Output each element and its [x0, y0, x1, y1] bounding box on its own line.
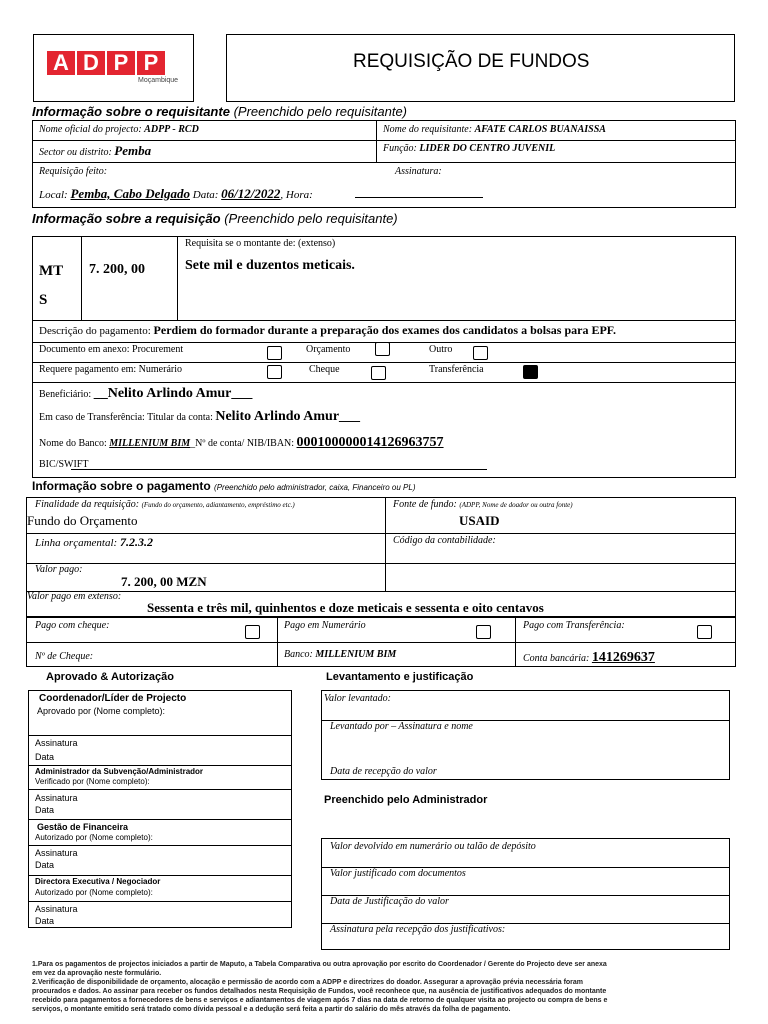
paid-account-field: Conta bancária: 141269637 [523, 650, 655, 665]
outro-checkbox[interactable] [473, 346, 488, 360]
title-box [226, 34, 735, 102]
paid-words-value: Sessenta e três mil, quinhentos e doze meticais e sessenta e oito centavos [147, 600, 544, 615]
transfer-paid-label: Pago com Transferência: [523, 620, 625, 631]
paid-value: 7. 200, 00 MZN [121, 574, 207, 589]
request-made-label: Requisição feito: [39, 166, 108, 177]
holder-field: Em caso de Transferência: Titular da conta: Nelito Arlindo Amur___ [39, 409, 361, 424]
sig2-label: Assinatura [35, 793, 78, 803]
sig1-label: Assinatura [35, 738, 78, 748]
request-table [32, 236, 736, 478]
date2-label: Data [35, 805, 55, 815]
fin-title: Gestão de Financeira [37, 822, 129, 832]
transfer-checkbox[interactable] [523, 365, 538, 379]
payment-heading: Informação sobre o pagamento (Preenchido pelo administrador, caixa, Financeiro ou PL) [32, 479, 416, 493]
footnote-2c: recebido para pagamentos a fornecedores de bens e serviços e adiantamentos de viagem após 7 dias na data de retorno de qualquer visita ao projecto ou compra de bens e [32, 997, 608, 1004]
withdrawal-heading: Levantamento e justificação [326, 671, 474, 683]
cheque-no-label: Nº de Cheque: [35, 651, 94, 662]
transfer-label: Transferência [429, 364, 484, 375]
purpose-label: Finalidade da requisição: (Fundo do orçamento, adiantamento, empréstimo etc.) [35, 499, 295, 510]
returned-value-label: Valor devolvido em numerário ou talão de depósito [330, 841, 536, 852]
description-field: Descrição do pagamento: Perdiem do formador durante a preparação dos exames dos candidatos a bolsas para EPF. [39, 323, 617, 337]
footnote-2: 2.Verificação de disponibilidade de orçamento, alocação e permissão de acordo com a ADPP e directrizes do doador. Assegurar a aprovação prévia necessária foram [32, 979, 584, 986]
currency-line1: MT [39, 263, 64, 279]
source-label: Fonte de fundo: (ADPP, Nome de doador ou outra fonte) [393, 499, 573, 510]
footnote-1b: em vez da aprovação neste formulário. [32, 970, 162, 977]
withdrawal-table [321, 690, 730, 780]
justification-date-label: Data de Justificação do valor [330, 896, 449, 907]
accounting-label: Código da contabilidade: [393, 535, 496, 546]
request-heading: Informação sobre a requisição (Preenchido pelo requisitante) [32, 211, 398, 226]
date3-label: Data [35, 860, 55, 870]
cheque-paid-label: Pago com cheque: [35, 620, 110, 631]
footnote-1: 1.Para os pagamentos de projectos iniciados a partir de Maputo, a Tabela Comparativa ou outra aprovação por escrito do Coordenador / Gerente do Projecto deve ser anexa [32, 961, 607, 968]
footnote-2d: serviços, o montante emitido será tratado como dívida pessoal e a dedução será feita a partir do salário do mês através da folha de pagamento. [32, 1006, 511, 1013]
cash-paid-label: Pago em Numerário [284, 620, 366, 631]
coord-sub: Aprovado por (Nome completo): [37, 706, 166, 716]
orcamento-checkbox[interactable] [375, 342, 390, 356]
date1-label: Data [35, 752, 55, 762]
function-field: Função: LIDER DO CENTRO JUVENIL [383, 143, 556, 154]
logo-box [33, 34, 194, 102]
paid-bank-field: Banco: MILLENIUM BIM [284, 649, 397, 660]
budget-line-field: Linha orçamental: 7.2.3.2 [35, 535, 153, 549]
payment-table [26, 497, 736, 617]
signature-label: Assinatura: [395, 166, 442, 177]
project-field: Nome oficial do projecto: ADPP - RCD [39, 124, 199, 135]
fin-sub: Autorizado por (Nome completo): [35, 833, 153, 842]
admin-table [321, 838, 730, 950]
cheque-checkbox[interactable] [371, 366, 386, 380]
approval-table [28, 690, 292, 928]
withdrawn-by-label: Levantado por – Assinatura e nome [330, 721, 473, 732]
requester-table [32, 120, 736, 208]
numerario-checkbox[interactable] [267, 365, 282, 379]
admin-sub: Verificado por (Nome completo): [35, 777, 150, 786]
sector-field: Sector ou distrito: Pemba [39, 143, 152, 158]
currency-line2: S [39, 292, 48, 308]
cheque-label: Cheque [309, 364, 340, 375]
paid-label: Valor pago: [35, 564, 83, 575]
transfer-paid-checkbox[interactable] [697, 625, 712, 639]
beneficiary-field: Beneficiário: __Nelito Arlindo Amur___ [39, 386, 253, 401]
dir-sub: Autorizado por (Nome completo): [35, 888, 153, 897]
coord-title: Coordenador/Líder de Projecto [39, 693, 187, 704]
paid-words-label: Valor pago em extenso: [27, 591, 122, 602]
justified-value-label: Valor justificado com documentos [330, 868, 466, 879]
purpose-value: Fundo do Orçamento [27, 513, 138, 528]
sig4-label: Assinatura [35, 904, 78, 914]
amount-value: 7. 200, 00 [89, 262, 145, 277]
logo-subtitle: Moçambique [138, 77, 179, 84]
source-value: USAID [459, 513, 500, 528]
received-date-label: Data de recepção do valor [330, 766, 437, 777]
amount-words-label: Requisita se o montante de: (extenso) [185, 238, 336, 249]
footnote-2b: procurados e dados. Ao assinar para receber os fundos detalhados nesta Requisição de Fundos, você reconhece que, na ausência de justificativos adequados do montante [32, 988, 607, 995]
logo-letter-p2: P [137, 51, 165, 75]
withdrawn-value-label: Valor levantado: [324, 693, 391, 704]
admin-heading: Preenchido pelo Administrador [324, 794, 488, 806]
requester-heading: Informação sobre o requisitante (Preenchido pelo requisitante) [32, 104, 407, 119]
logo-letter-a: A [47, 51, 75, 75]
logo-letter-d: D [77, 51, 105, 75]
requester-name-field: Nome do requisitante: AFATE CARLOS BUANAISSA [383, 124, 606, 135]
cheque-paid-checkbox[interactable] [245, 625, 260, 639]
pay-label: Requere pagamento em: Numerário [39, 364, 182, 375]
receipt-signature-label: Assinatura pela recepção dos justificativos: [330, 924, 506, 935]
logo-letter-p1: P [107, 51, 135, 75]
dir-title: Directora Executiva / Negociador [35, 877, 161, 886]
admin-title: Administrador da Subvenção/Administrador [35, 767, 204, 776]
sig3-label: Assinatura [35, 848, 78, 858]
orcamento-label: Orçamento [306, 344, 351, 355]
outro-label: Outro [429, 344, 453, 355]
footnotes [32, 960, 752, 1014]
payment-method-table [26, 617, 736, 667]
approval-heading: Aprovado & Autorização [46, 671, 174, 683]
cash-paid-checkbox[interactable] [476, 625, 491, 639]
amount-words-value: Sete mil e duzentos meticais. [185, 258, 355, 273]
doc-label: Documento em anexo: Procurement [39, 344, 184, 355]
page-title: REQUISIÇÃO DE FUNDOS [353, 51, 590, 72]
swift-label: BIC/SWIFT [39, 459, 89, 470]
procurement-checkbox[interactable] [267, 346, 282, 360]
bank-field: Nome do Banco: MILLENIUM BIM_Nº de conta/ NIB/IBAN: 000100000014126963757 [39, 435, 444, 450]
date4-label: Data [35, 916, 55, 926]
place-date-field: Local: Pemba, Cabo Delgado Data: 06/12/2022, Hora: [39, 186, 313, 201]
